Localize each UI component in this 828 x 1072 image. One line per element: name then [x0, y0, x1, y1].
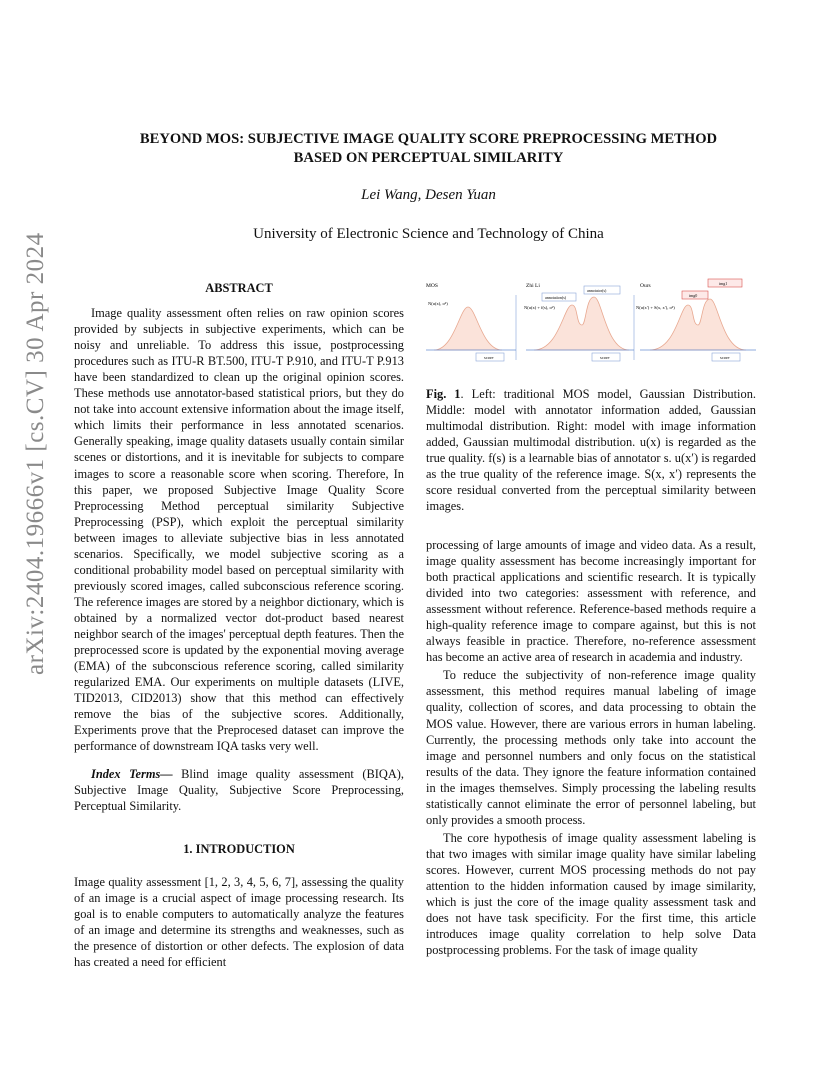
panel3-score-label: score — [720, 355, 730, 360]
intro-paragraph-2: To reduce the subjectivity of non-reference image quality assessment, this method requires manual labeling of image quality, collection of scores, and data processing to obtain the MOS value. However, there are various errors in human labeling. Currently, the processing methods only take into account the image and personnel numbers and only focus on the statistical results of the data. They ignore the feature information contained in the images themselves. Simply processing the labeling results statistically cannot eliminate the error of personnel labeling, but only provides a smooth process. — [426, 668, 756, 827]
index-terms-text: Blind image quality assessment (BIQA), Subjective Image Quality, Subjective Score Preprocessing, Perceptual Similarity. — [74, 767, 404, 814]
panel1-formula: N(u(x), σ²) — [428, 301, 448, 306]
panel3-formula: N(u(x′) + S(x, x′), σ²) — [636, 305, 675, 310]
panel3-box-img0-label: img0 — [689, 293, 698, 298]
figure-1 — [424, 275, 758, 365]
intro-paragraph-1-left: Image quality assessment [1, 2, 3, 4, 5, 6, 7], assessing the quality of an image is a crucial aspect of image processing research. Its goal is to enable computers to automatically analyze the features of an image and determine its strengths and weaknesses, such as the presence of distortion or other defects. The explosion of data has created a need for efficient — [74, 874, 404, 969]
authors: Lei Wang, Desen Yuan — [361, 187, 496, 203]
intro-continued — [426, 537, 756, 958]
intro-paragraph-3: The core hypothesis of image quality assessment labeling is that two images with similar image quality have similar labeling scores. However, current MOS processing methods do not pay attention to the hidden information caused by image similarity, which is just the core of the image quality assessment task and does not have task specificity. For the first time, this article introduces image quality correlation to help solve Data postprocessing problems. For the task of image quality — [426, 830, 756, 958]
affiliation: University of Electronic Science and Technology of China — [253, 226, 604, 242]
panel2-box-left-label: annotation(s) — [545, 295, 567, 300]
index-terms — [74, 766, 404, 814]
title-line-2: BASED ON PERCEPTUAL SIMILARITY — [293, 150, 564, 166]
index-terms-label: Index Terms— — [91, 767, 173, 782]
panel1-gaussian — [434, 307, 502, 350]
panel2-formula: N(u(x) + f(s), σ²) — [524, 305, 555, 310]
figure-1-diagram — [424, 275, 758, 365]
panel3-title: Ours — [640, 283, 651, 289]
caption-text: . Left: traditional MOS model, Gaussian Distribution. Middle: model with annotator information added, Gaussian multimodal distribution. Right: model with image information added, Gaussian multimodal distribution. u(x) is regarded as the true quality. f(s) is a learnable bias of annotator s. u(x′) is regarded as the true quality of the reference image. S(x, x′) represents the score residual converted from the perceptual similarity between images. — [426, 387, 756, 514]
abstract-heading: ABSTRACT — [205, 281, 273, 295]
panel1-score-label: score — [484, 355, 494, 360]
abstract-section — [74, 280, 404, 970]
panel3-box-img1-label: img1 — [719, 281, 728, 286]
intro-heading: 1. INTRODUCTION — [183, 841, 295, 856]
panel2-box-top-label: annotator(s) — [587, 288, 607, 293]
paper-title — [74, 130, 783, 168]
figure-caption — [426, 386, 756, 514]
panel1-title: MOS — [426, 283, 438, 289]
panel2-score-label: score — [600, 355, 610, 360]
caption-label: Fig. 1 — [426, 387, 461, 401]
title-line-1: BEYOND MOS: SUBJECTIVE IMAGE QUALITY SCORE PREPROCESSING METHOD — [139, 131, 718, 147]
panel2-title: Zhi Li — [526, 283, 540, 289]
abstract-text: Image quality assessment often relies on raw opinion scores provided by subjects in subjective experiments, which can be noisy and unreliable. To address this issue, postprocessing procedures such as ITU-R BT.500, ITU-T P.910, and ITU-T P.913 have been standardized to clean up the original opinion scores. These methods use annotator-based statistical priors, but they do not take into account extensive information about the image itself, which limits their performance in less annotated scenarios. Generally speaking, image quality datasets usually contain similar scenes or distortions, and it is inevitable for subjects to compare images to score a reasonable score when scoring. Therefore, In this paper, we proposed Subjective Image Quality Score Preprocessing Method perceptual similarity Subjective Preprocessing (PSP), which exploit the perceptual similarity between images to alleviate subjective bias in less annotated scenarios. Specifically, we model subjective scoring as a conditional probability model based on perceptual similarity with previously scored images, called subconscious reference scoring. The reference images are stored by a neighbor dictionary, which is obtained by a normalized vector dot-product based nearest neighbor search of the images' perceptual depth features. Then the preprocessed score is updated by the exponential moving average (EMA) of the subconscious reference scoring, called similarity regularized EMA. Our experiments on multiple datasets (LIVE, TID2013, CID2013) show that this method can effectively remove the bias of the subjective scores. Additionally, Experiments prove that the Preprocesed dataset can improve the performance of downstream IQA tasks very well. — [74, 306, 404, 754]
arxiv-stamp: arXiv:2404.19666v1 [cs.CV] 30 Apr 2024 — [22, 232, 49, 675]
intro-paragraph-1-right: processing of large amounts of image and video data. As a result, image quality assessment has become increasingly important for both practical applications and scientific research. It is typically divided into two categories: assessment with reference, and assessment without reference. Reference-based methods require a high-quality reference image to compare against, but this is not always feasible in practice. Therefore, no-reference assessment has become an active area of research in academia and industry. — [426, 538, 756, 665]
